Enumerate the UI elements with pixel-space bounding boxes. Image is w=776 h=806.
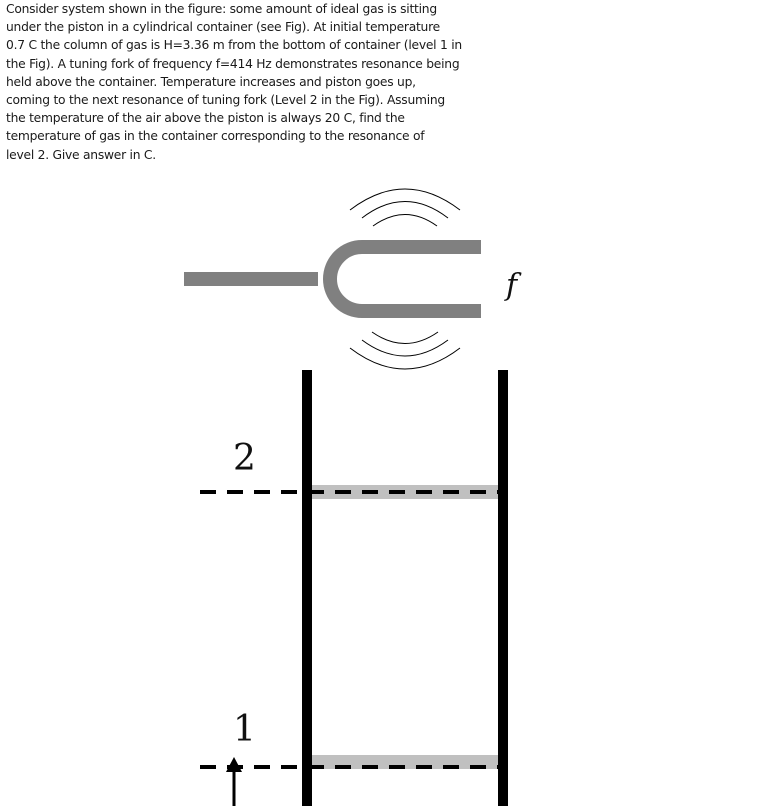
sound-wave-arc <box>362 202 448 219</box>
tuning-fork-prongs <box>330 247 481 311</box>
problem-line: temperature of gas in the container corresponding to the resonance of <box>6 129 425 144</box>
fork-frequency-label: f <box>506 268 518 303</box>
problem-line: the temperature of the air above the piston is always 20 C, find the <box>6 111 405 126</box>
problem-line: level 2. Give answer in C. <box>6 147 156 162</box>
level-1-label: 1 <box>233 709 256 750</box>
sound-wave-arc <box>373 215 437 227</box>
container-left-wall <box>302 370 312 806</box>
problem-line: under the piston in a cylindrical container (see Fig). At initial temperature <box>6 20 440 35</box>
problem-line: held above the container. Temperature increases and piston goes up, <box>6 74 416 89</box>
problem-line: Consider system shown in the figure: some amount of ideal gas is sitting <box>6 2 437 16</box>
container-right-wall <box>498 370 508 806</box>
sound-waves-bottom <box>350 332 460 369</box>
sound-wave-arc <box>350 348 460 369</box>
level-2-label: 2 <box>233 438 256 479</box>
problem-line: the Fig). A tuning fork of frequency f=414 Hz demonstrates resonance being <box>6 56 460 71</box>
problem-line: coming to the next resonance of tuning fork (Level 2 in the Fig). Assuming <box>6 93 445 108</box>
sound-waves-top <box>350 189 460 226</box>
tuning-fork <box>184 247 481 311</box>
problem-line: 0.7 C the column of gas is H=3.36 m from the bottom of container (level 1 in <box>6 38 462 53</box>
sound-wave-arc <box>372 332 438 344</box>
arrow-up-icon <box>226 757 242 806</box>
sound-wave-arc <box>350 189 460 210</box>
sound-wave-arc <box>362 340 448 356</box>
